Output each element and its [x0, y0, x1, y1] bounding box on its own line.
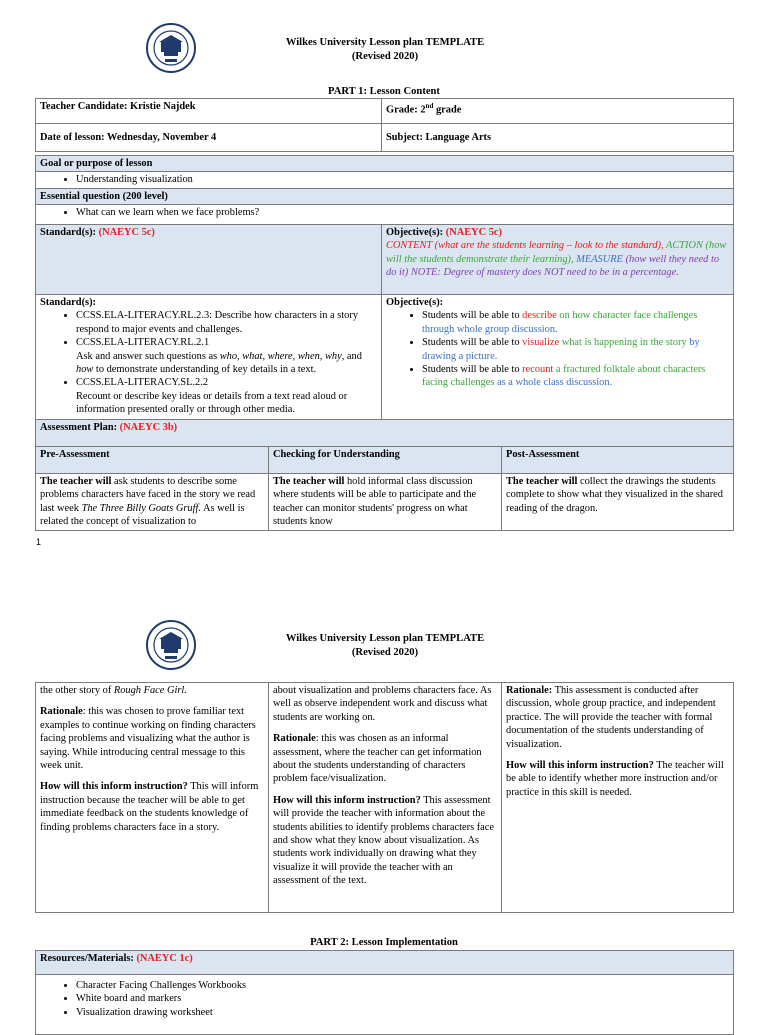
- objective-item: • Students will be able to visualize what is happening in the story by drawing a picture.: [422, 336, 729, 363]
- standards-objectives-table: [35, 224, 734, 420]
- grade: Grade: 2nd grade: [382, 99, 734, 124]
- pre-assessment-continued: the other story of Rough Face Girl. Rationale: this was chosen to prove familiar text examples to continue working on finding characters facing problems and visualizing what the author is saying. While introducing central message to this week unit. How will this inform instruction? This will inform instruction because the teacher will be able to get immediate feedback on the students knowledge of finding problems characters face in a story.: [36, 683, 269, 913]
- lesson-info-table: [35, 98, 734, 152]
- subject: Subject: Language Arts: [382, 124, 734, 152]
- standards-cell: Standard(s): • CCSS.ELA-LITERACY.RL.2.3: Describe how characters in a story respond to major events and challenges. • CCSS.ELA-LITERACY.RL.2.1 Ask and answer such questions as who, what, where, when, why, and how to demonstrate understanding of key details in a text. • CCSS.ELA-LITERACY.SL.2.2 Recount or describe key ideas or details from a text read aloud or information presented orally or through other media.: [36, 295, 382, 420]
- assessment-plan-label: Assessment Plan: (NAEYC 3b): [36, 420, 734, 447]
- objective-item: • Students will be able to recount a fractured folktale about characters facing challenges as a whole class discussion.: [422, 363, 729, 390]
- resources-label: Resources/Materials: (NAEYC 1c): [36, 951, 734, 975]
- obj-guide-measure: MEASURE: [573, 253, 623, 265]
- goal-cell: [36, 172, 734, 188]
- resource-item: • Visualization drawing worksheet: [76, 1006, 729, 1019]
- checking-continued: about visualization and problems characters face. As well as observe independent work and discuss what students are working on. Rationale: this was chosen as an informal assessment, where the teacher can get information about the students understanding of characters problem face/visualization. How will this inform instruction? This assessment will provide the teacher with information about the students abilities to identify problems characters face and show what they know about visualization. As students work individually on drawing what they visualize it will provide the teacher with an assessment of the text.: [269, 683, 502, 913]
- col-checking-understanding: Checking for Understanding: [269, 447, 502, 474]
- wilkes-university-seal: [146, 620, 196, 670]
- essential-question-item: • What can we learn when we face problems?: [76, 206, 729, 219]
- obj-guide-measure-rest: (how well they need to do it) NOTE: Degree of mastery does NOT need to be in a percentage.: [386, 253, 720, 279]
- objective-guide-cell: Objective(s): (NAEYC 5c) CONTENT (what are the students learning – look to the standard), ACTION (how will the students demonstrate their learning), MEASURE (how well they need to do it) NOTE: Degree of mastery does NOT need to be in a percentage.: [382, 225, 734, 295]
- obj-guide-action: ACTION (how will the students demonstrate their learning),: [386, 240, 727, 265]
- resource-item: • White board and markers: [76, 992, 729, 1005]
- assessment-table: [35, 419, 734, 531]
- part2-title: PART 2: Lesson Implementation: [310, 937, 458, 948]
- standard-guide-cell: Standard(s): (NAEYC 5c): [36, 225, 382, 295]
- goal-item: • Understanding visualization: [76, 173, 729, 186]
- page2-header: [230, 632, 540, 660]
- obj-guide-content: CONTENT (what are the students learning – look to the standard),: [386, 240, 664, 252]
- col-pre-assessment: Pre-Assessment: [36, 447, 269, 474]
- page-number: 1: [36, 537, 42, 547]
- resources-table: [35, 950, 734, 1035]
- part1-title: PART 1: Lesson Content: [328, 86, 440, 97]
- document-title: Wilkes University Lesson plan TEMPLATE: [285, 633, 485, 644]
- standard-item: • CCSS.ELA-LITERACY.RL.2.3: Describe how characters in a story respond to major events and challenges.: [76, 309, 377, 336]
- teacher-candidate: Teacher Candidate: Kristie Najdek: [36, 99, 382, 124]
- document-title: Wilkes University Lesson plan TEMPLATE: [285, 37, 485, 48]
- resource-item: • Character Facing Challenges Workbooks: [76, 979, 729, 992]
- page1-header: [230, 36, 540, 64]
- standard-item: • CCSS.ELA-LITERACY.SL.2.2 Recount or describe key ideas or details from a text read aloud or information presented orally or through other media.: [76, 376, 377, 416]
- document-revised: (Revised 2020): [351, 647, 419, 658]
- document-revised: (Revised 2020): [351, 51, 419, 62]
- post-assessment-continued: Rationale: This assessment is conducted after discussion, whole group practice, and independent practice. The will provide the teacher with formal documentation of the students understanding of visualization. How will this inform instruction? The teacher will be able to identify whether more instruction and/or practice in this skill is needed.: [502, 683, 734, 913]
- goal-table: [35, 155, 734, 227]
- assessment-continued-table: [35, 682, 734, 913]
- col-post-assessment: Post-Assessment: [502, 447, 734, 474]
- essential-question-label: Essential question (200 level): [36, 188, 734, 204]
- goal-label: Goal or purpose of lesson: [36, 156, 734, 172]
- checking-cell: The teacher will hold informal class discussion where students will be able to participate and the teacher can monitor students' progress on what students know: [269, 474, 502, 531]
- resources-cell: [36, 975, 734, 1035]
- pre-assessment-cell: The teacher will ask students to describe some problems characters have faced in the story we read last week The Three Billy Goats Gruff. As well is related the concept of visualization to: [36, 474, 269, 531]
- objectives-cell: Objective(s): • Students will be able to describe on how character face challenges through whole group discussion. • Students will be able to visualize what is happening in the story by drawing a picture. • Students will be able to recount a fractured folktale about characters facing challenges as a whole class discussion.: [382, 295, 734, 420]
- lesson-date: Date of lesson: Wednesday, November 4: [36, 124, 382, 152]
- standard-item: • CCSS.ELA-LITERACY.RL.2.1 Ask and answer such questions as who, what, where, when, why, and how to demonstrate understanding of key details in a text.: [76, 336, 377, 376]
- post-assessment-cell: The teacher will collect the drawings the students complete to show what they visualized in the shared reading of the dragon.: [502, 474, 734, 531]
- wilkes-university-seal: [146, 23, 196, 73]
- objective-item: • Students will be able to describe on how character face challenges through whole group discussion.: [422, 309, 729, 336]
